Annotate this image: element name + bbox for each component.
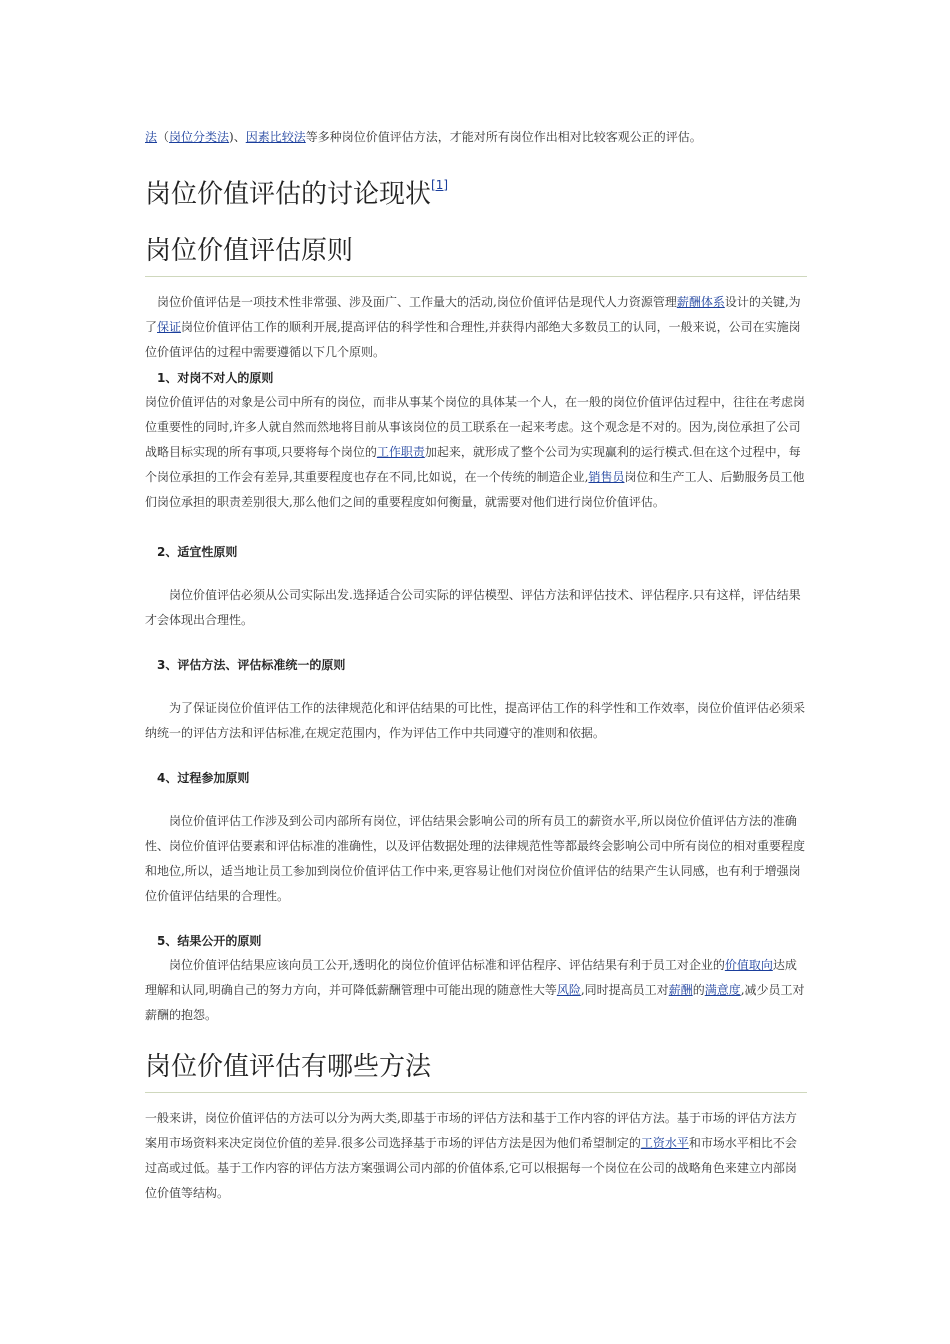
intro-paragraph: 岗位价值评估是一项技术性非常强、涉及面广、工作量大的活动,岗位价值评估是现代人力资源管理薪酬体系设计的关键,为了保证岗位价值评估工作的顺利开展,提高评估的科学性和合理性,并获得内部绝大多数员工的认同，一般来说，公司在实施岗位价值评估的过程中需要遵循以下几个原则。 — [145, 295, 801, 359]
top-line: 法（岗位分类法)、因素比较法等多种岗位价值评估方法，才能对所有岗位作出相对比较客观公正的评估。 — [145, 130, 702, 144]
link-job-classification[interactable]: 岗位分类法 — [169, 130, 230, 144]
link-guarantee[interactable]: 保证 — [157, 320, 182, 334]
link-satisfaction[interactable]: 满意度 — [704, 983, 741, 997]
principle-5-text: 岗位价值评估结果应该向员工公开,透明化的岗位价值评估标准和评估程序、评估结果有利于员工对企业的价值取向达成理解和认同,明确自己的努力方向，并可降低薪酬管理中可能出现的随意性大等风险,同时提高员工对薪酬的满意度,减少员工对薪酬的抱怨。 — [145, 958, 805, 1022]
principle-2-text: 岗位价值评估必须从公司实际出发.选择适合公司实际的评估模型、评估方法和评估技术、评估程序.只有这样，评估结果才会体现出合理性。 — [145, 588, 801, 627]
link-method[interactable]: 法 — [145, 130, 158, 144]
link-salary[interactable]: 薪酬 — [668, 983, 693, 997]
heading-discussion — [145, 172, 807, 212]
principle-5-title: 5、结果公开的原则 — [157, 934, 262, 948]
heading-divider — [145, 276, 807, 277]
link-value-orientation[interactable]: 价值取向 — [724, 958, 773, 972]
link-salary-system[interactable]: 薪酬体系 — [676, 295, 725, 309]
heading-methods: 岗位价值评估有哪些方法 — [145, 1052, 432, 1082]
heading-discussion-title: 岗位价值评估的讨论现状 — [145, 179, 432, 210]
principle-1-text: 岗位价值评估的对象是公司中所有的岗位，而非从事某个岗位的具体某一个人，在一般的岗位价值评估过程中，往往在考虑岗位重要性的同时,许多人就自然而然地将目前从事该岗位的员工联系在一起来考虑。这个观念是不对的。因为,岗位承担了公司战略目标实现的所有事项,只要将每个岗位的工作职责加起来，就形成了整个公司为实现赢利的运行模式.但在这个过程中，每个岗位承担的工作会有差异,其重要程度也存在不同,比如说，在一个传统的制造企业,销售员岗位和生产工人、后勤服务员工他们岗位承担的职责差别很大,那么他们之间的重要程度如何衡量，就需要对他们进行岗位价值评估。 — [145, 395, 806, 509]
heading-principles: 岗位价值评估原则 — [145, 236, 354, 266]
principle-3-text: 为了保证岗位价值评估工作的法律规范化和评估结果的可比性，提高评估工作的科学性和工作效率，岗位价值评估必须采纳统一的评估方法和评估标准,在规定范围内，作为评估工作中共同遵守的准则和依据。 — [145, 701, 806, 740]
principle-4-title: 4、过程参加原则 — [157, 771, 250, 785]
principle-4-text: 岗位价值评估工作涉及到公司内部所有岗位，评估结果会影响公司的所有员工的薪资水平,所以岗位价值评估方法的准确性、岗位价值评估要素和评估标准的准确性，以及评估数据处理的法律规范性等都最终会影响公司中所有岗位的相对重要程度和地位,所以，适当地让员工参加到岗位价值评估工作中来,更容易让他们对岗位价值评估的结果产生认同感，也有利于增强岗位价值评估结果的合理性。 — [145, 814, 806, 903]
link-wage-level[interactable]: 工资水平 — [640, 1136, 689, 1150]
link-salesperson[interactable]: 销售员 — [588, 470, 625, 484]
heading-divider — [145, 1092, 807, 1093]
reference-link[interactable]: [1] — [431, 178, 449, 192]
link-risk[interactable]: 风险 — [556, 983, 581, 997]
methods-paragraph: 一般来讲，岗位价值评估的方法可以分为两大类,即基于市场的评估方法和基于工作内容的评估方法。基于市场的评估方法方案用市场资料来决定岗位价值的差异.很多公司选择基于市场的评估方法是因为他们希望制定的工资水平和市场水平相比不会过高或过低。基于工作内容的评估方法方案强调公司内部的价值体系,它可以根据每一个岗位在公司的战略角色来建立内部岗位价值等结构。 — [145, 1111, 797, 1200]
principle-1-title: 1、对岗不对人的原则 — [157, 371, 274, 385]
principle-3-title: 3、评估方法、评估标准统一的原则 — [157, 658, 346, 672]
link-job-duties[interactable]: 工作职责 — [376, 445, 425, 459]
link-factor-comparison[interactable]: 因素比较法 — [245, 130, 306, 144]
principle-2-title: 2、适宜性原则 — [157, 545, 238, 559]
